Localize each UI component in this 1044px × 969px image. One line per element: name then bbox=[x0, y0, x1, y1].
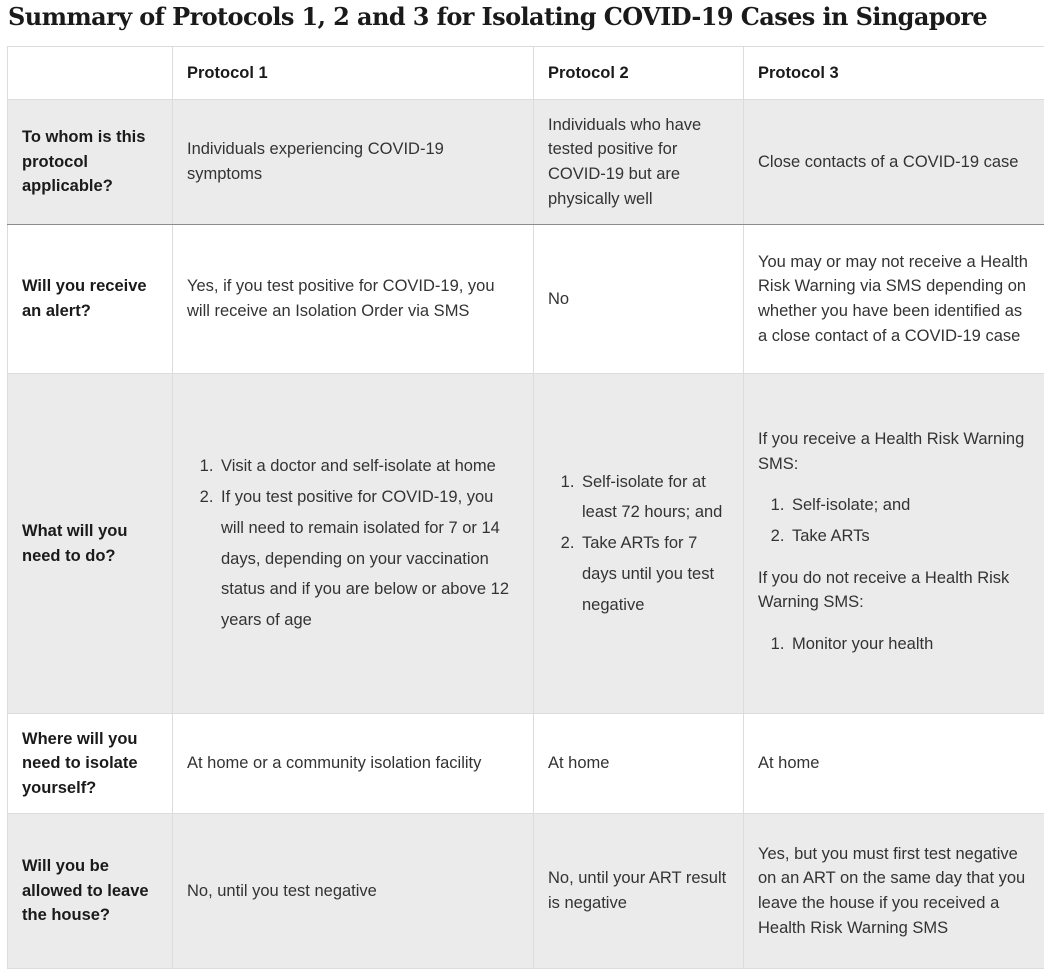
cell-protocol-2: No bbox=[534, 225, 744, 374]
receive-sms-note: If you receive a Health Risk Warning SMS: bbox=[758, 427, 1033, 476]
cell-protocol-1: Yes, if you test positive for COVID-19, you will receive an Isolation Order via SMS bbox=[173, 225, 534, 374]
table-row bbox=[8, 100, 1044, 225]
list-item: 1. Self-isolate; and bbox=[789, 490, 1033, 521]
table-header-row bbox=[8, 47, 1044, 100]
list-item: 2. Take ARTs for 7 days until you test negative bbox=[579, 528, 729, 620]
list-item: 2. Take ARTs bbox=[789, 521, 1033, 552]
receive-steps-list bbox=[758, 490, 1033, 552]
list-item: 1. Visit a doctor and self-isolate at home bbox=[218, 451, 519, 482]
row-question: Will you receive an alert? bbox=[8, 225, 173, 374]
cell-protocol-1 bbox=[173, 374, 534, 714]
cell-protocol-3 bbox=[744, 374, 1044, 714]
list-item: 1. Monitor your health bbox=[789, 629, 1033, 660]
row-question: To whom is this protocol applicable? bbox=[8, 100, 173, 225]
cell-protocol-3: At home bbox=[744, 714, 1044, 814]
table-row bbox=[8, 814, 1044, 969]
row-question: Will you be allowed to leave the house? bbox=[8, 814, 173, 969]
steps-list bbox=[187, 451, 519, 636]
list-item: 2. If you test positive for COVID-19, you will need to remain isolated for 7 or 14 days, depending on your vaccination status and if you are below or above 12 years of age bbox=[218, 482, 519, 636]
list-item: 1. Self-isolate for at least 72 hours; and bbox=[579, 467, 729, 529]
row-question: Where will you need to isolate yourself? bbox=[8, 714, 173, 814]
cell-protocol-3: You may or may not receive a Health Risk Warning via SMS depending on whether you have been identified as a close contact of a COVID-19 case bbox=[744, 225, 1044, 374]
header-protocol-1: Protocol 1 bbox=[173, 47, 534, 100]
row-question: What will you need to do? bbox=[8, 374, 173, 714]
no-sms-note: If you do not receive a Health Risk Warning SMS: bbox=[758, 566, 1033, 615]
no-sms-steps-list bbox=[758, 629, 1033, 660]
header-protocol-2: Protocol 2 bbox=[534, 47, 744, 100]
cell-protocol-2: At home bbox=[534, 714, 744, 814]
cell-protocol-3: Yes, but you must first test negative on an ART on the same day that you leave the house if you received a Health Risk Warning SMS bbox=[744, 814, 1044, 969]
table-row bbox=[8, 714, 1044, 814]
header-empty-cell bbox=[8, 47, 173, 100]
protocol-summary-table bbox=[7, 46, 1044, 969]
cell-protocol-3: Close contacts of a COVID-19 case bbox=[744, 100, 1044, 225]
table-row bbox=[8, 225, 1044, 374]
steps-list bbox=[548, 467, 729, 621]
page-title: Summary of Protocols 1, 2 and 3 for Isolating COVID-19 Cases in Singapore bbox=[8, 2, 987, 31]
cell-protocol-1: Individuals experiencing COVID-19 symptoms bbox=[173, 100, 534, 225]
cell-protocol-1: No, until you test negative bbox=[173, 814, 534, 969]
cell-protocol-2: Individuals who have tested positive for COVID-19 but are physically well bbox=[534, 100, 744, 225]
cell-protocol-1: At home or a community isolation facility bbox=[173, 714, 534, 814]
cell-protocol-2 bbox=[534, 374, 744, 714]
header-protocol-3: Protocol 3 bbox=[744, 47, 1044, 100]
cell-protocol-2: No, until your ART result is negative bbox=[534, 814, 744, 969]
table-row bbox=[8, 374, 1044, 714]
